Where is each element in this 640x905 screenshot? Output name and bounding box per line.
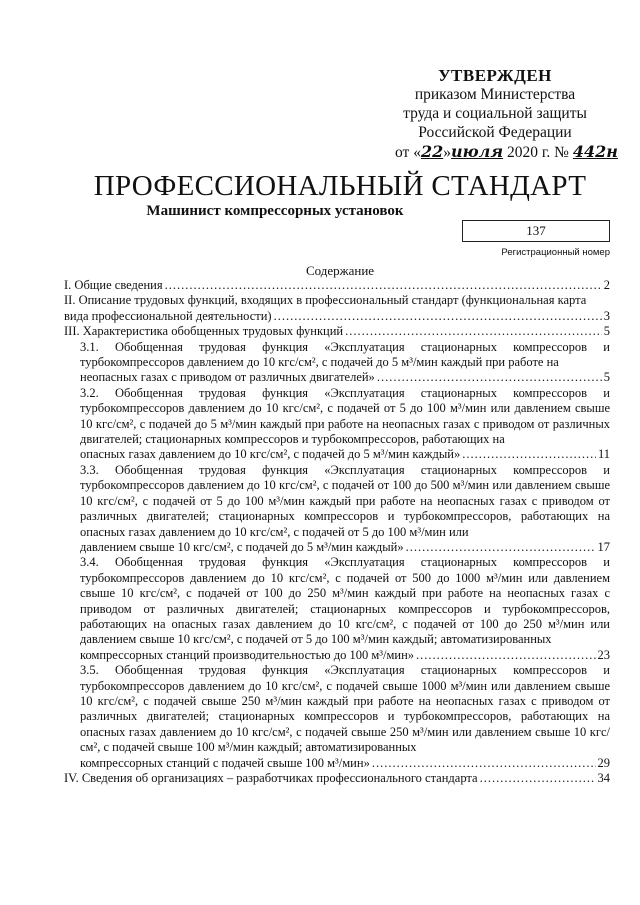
document-subtitle: Машинист компрессорных установок [146,203,404,219]
toc-page-number: 3 [603,308,610,323]
toc-page-number: 29 [597,755,610,770]
approval-line-1: приказом Министерства [414,86,576,103]
toc-entry-text: 3.1. Обобщенная трудовая функция «Эксплуатация стационарных компрессоров и турбокомпрессоров давлением до 10 кгс/см², с подачей до 5 м³/мин каждый при работе на [80,339,610,370]
toc-entry-generalized-functions[interactable] [64,324,610,339]
toc-page-number: 17 [597,539,610,554]
toc-page-number: 2 [603,278,610,292]
document-title: ПРОФЕССИОНАЛЬНЫЙ СТАНДАРТ [93,170,587,202]
toc-leader [372,756,596,771]
toc-entry-3-4[interactable] [64,555,610,663]
toc-leader [274,309,602,324]
toc-entry-text-end: компрессорных станций с подачей свыше 100 м³/мин» [80,755,370,770]
toc-entry-text: I. Общие сведения [64,278,163,292]
toc-entry-3-5[interactable] [64,663,610,771]
registration-label: Регистрационный номер [501,247,610,258]
toc-entry-text: 3.5. Обобщенная трудовая функция «Эксплуатация стационарных компрессоров и турбокомпрессоров давлением до 10 кгс/см², с подачей свыше 1000 м³/мин или давлением свыше 10 кгс/см², с подачей свыше 250 м³/мин каждый при работе на неопасных газах с приводом от различных двигателей; стационарных компрессоров и турбокомпрессоров, работающих на опасных газах давлением до 10 кгс/см², с подачей свыше 250 м³/мин или давлением свыше 10 кгс/см², с подачей свыше 100 м³/мин каждый; автоматизированных [80,663,610,755]
order-month: июля [450,142,504,161]
toc-leader [462,447,596,462]
toc-page-number: 11 [597,447,610,462]
approval-heading: УТВЕРЖДЕН [438,66,552,85]
toc-leader [480,771,596,786]
toc-entry-functions-description[interactable] [64,293,610,324]
toc-entry-text: II. Описание трудовых функций, входящих в профессиональный стандарт (функциональная карта [64,293,587,308]
approval-line-2: труда и социальной защиты [403,105,587,122]
toc-entry-text-end: компрессорных станций производительностью до 100 м³/мин» [80,647,415,662]
toc-entry-text-end: давлением свыше 10 кгс/см², с подачей до 5 м³/мин каждый» [80,539,404,554]
toc-entry-text: IV. Сведения об организациях – разработчиках профессионального стандарта [64,771,478,785]
toc-leader [377,370,602,385]
toc-entry-3-1[interactable] [64,340,610,386]
order-from: от « [395,144,421,161]
order-number: 442н [572,142,618,161]
toc-entry-text: 3.2. Обобщенная трудовая функция «Эксплуатация стационарных компрессоров и турбокомпрессоров давлением до 10 кгс/см², с подачей от 5 до 100 м³/мин или давлением свыше 10 кгс/см², с подачей до 5 м³/мин каждый при работе на неопасных газах с приводом от различных двигателей; стационарных компрессоров и турбокомпрессоров, работающих на [80,385,610,447]
toc-entry-developers[interactable] [64,771,610,786]
order-year: 2020 г. № [506,144,569,161]
toc-page-number: 34 [597,771,610,785]
toc-leader [416,648,595,663]
registration-number-box: 137 [462,220,610,242]
order-day: 22 [420,142,444,161]
toc-page-number: 23 [597,647,610,662]
toc-leader [165,278,602,293]
toc-leader [406,540,596,555]
approval-line-3: Российской Федерации [418,124,572,141]
toc-heading: Содержание [305,263,375,278]
toc-entry-general[interactable] [64,278,610,293]
toc-entry-text: III. Характеристика обобщенных трудовых функций [64,324,344,339]
table-of-contents [64,278,610,786]
toc-entry-text: 3.4. Обобщенная трудовая функция «Эксплуатация стационарных компрессоров и турбокомпрессоров давлением до 10 кгс/см², с подачей от 500 до 1000 м³/мин или давлением свыше 10 кгс/см², с подачей от 100 до 250 м³/мин каждый при работе на неопасных газах с приводом от различных двигателей; стационарных компрессоров и турбокомпрессоров, работающих на опасных газах давлением до 10 кгс/см², с подачей от 100 до 250 м³/мин или давлением свыше 10 кгс/см², с подачей от 5 до 100 м³/мин каждый; автоматизированных [80,555,610,647]
toc-page-number: 5 [603,370,610,385]
toc-page-number: 5 [603,324,610,339]
toc-leader [345,324,602,339]
approval-block [395,66,618,162]
order-quote-close: » [443,144,451,161]
toc-entry-text-end: вида профессиональной деятельности) [64,308,272,323]
toc-entry-text: 3.3. Обобщенная трудовая функция «Эксплуатация стационарных компрессоров и турбокомпрессоров давлением до 10 кгс/см², с подачей от 100 до 500 м³/мин или давлением свыше 10 кгс/см², с подачей от 5 до 100 м³/мин каждый при работе на неопасных газах с приводом от различных двигателей; стационарных компрессоров и турбокомпрессоров, работающих на опасных газах давлением до 10 кгс/см², с подачей от 5 до 100 м³/мин или [80,462,610,539]
toc-entry-3-2[interactable] [64,386,610,463]
toc-entry-text-end: неопасных газах с приводом от различных двигателей» [80,370,375,385]
order-date-number [395,142,618,162]
toc-entry-text-end: опасных газах давлением до 10 кгс/см², с подачей до 5 м³/мин каждый» [80,447,461,462]
toc-entry-3-3[interactable] [64,463,610,555]
